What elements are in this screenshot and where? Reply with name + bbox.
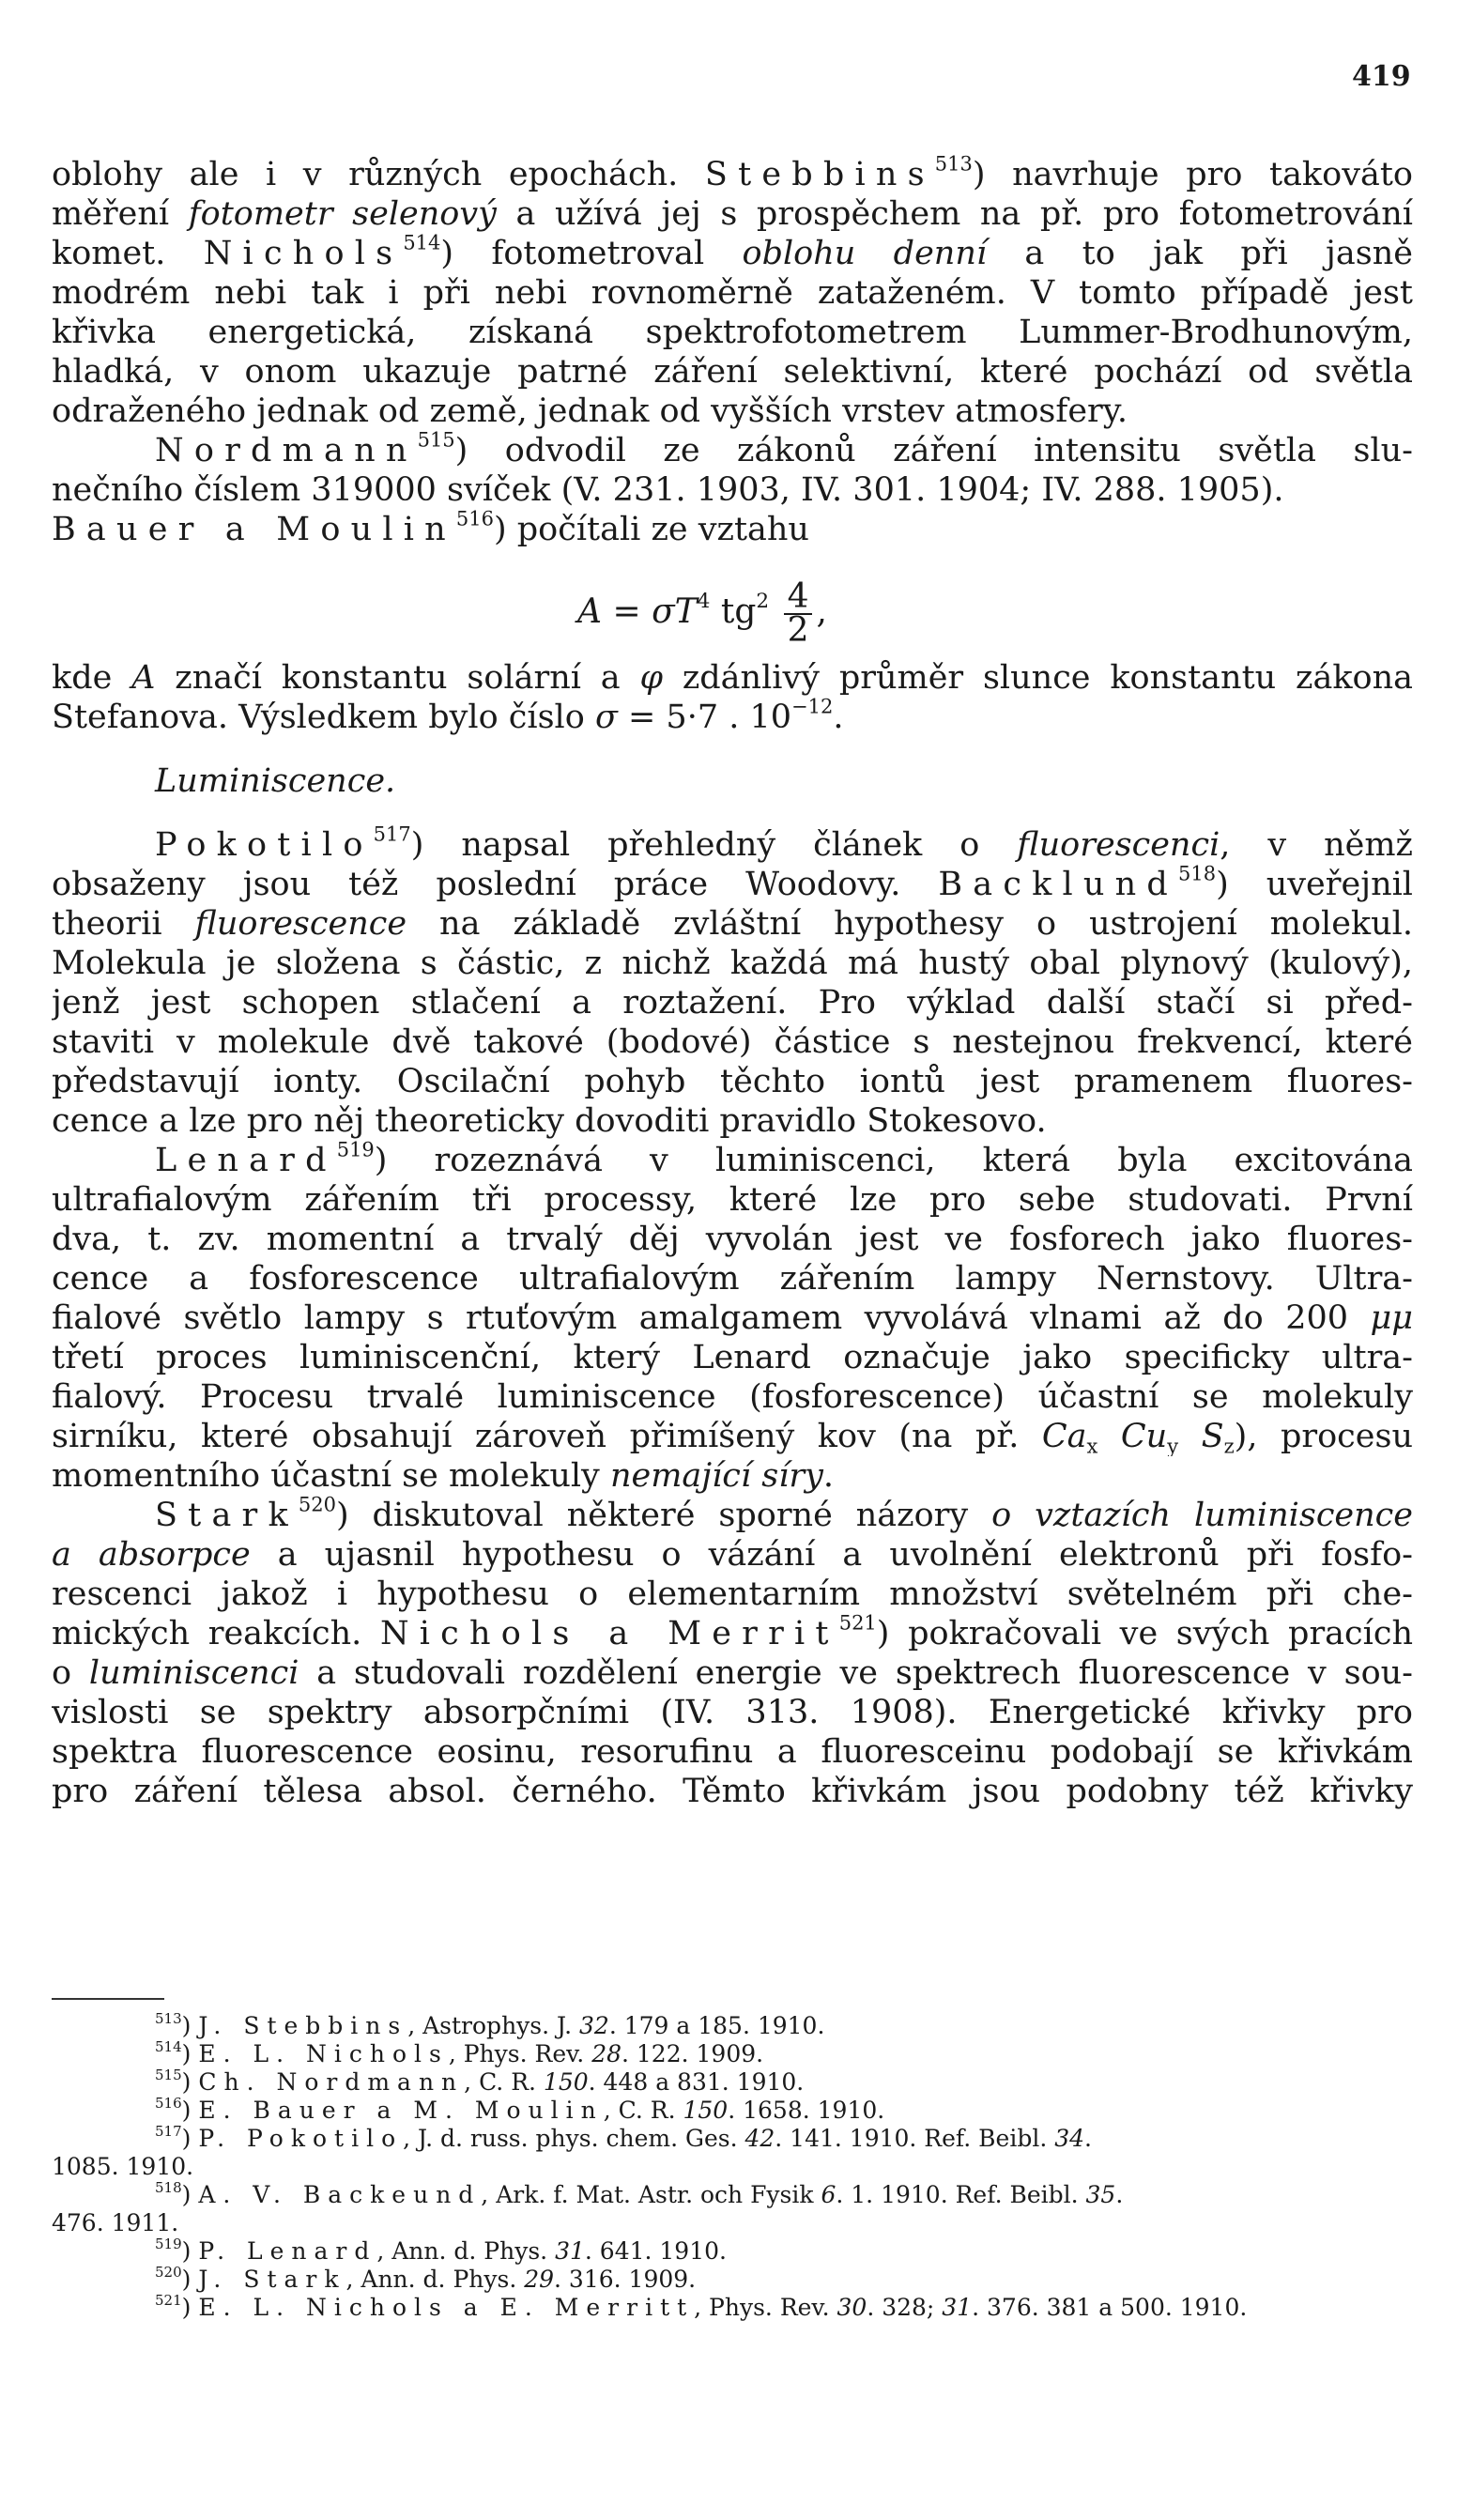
footnote-ref: 515: [417, 431, 455, 452]
fraction: $\frac{4}{2}$: [784, 581, 813, 647]
text-line: Stark$^{520}$) diskutoval některé sporné názory o vztazích luminiscence: [52, 1496, 1413, 1535]
footnote-separator: [52, 1998, 164, 2000]
footnote-ref: 521: [838, 1614, 877, 1635]
text-line: theorii fluorescence na základě zvláštní hypothesy o ustrojení molekul.: [52, 905, 1413, 943]
text-line: cence a lze pro něj theoreticky dovoditi pravidlo Stokesovo.: [52, 1102, 1047, 1140]
text-line: fialový. Procesu trvalé luminiscence (fosforescence) účastní se molekuly: [52, 1378, 1413, 1416]
footnote-ref: 516: [455, 510, 494, 530]
text-line: Molekula je složena s částic, z nichž každá má hustý obal plynový (kulový),: [52, 945, 1413, 982]
footnote-continuation: 476. 1911.: [52, 2209, 179, 2236]
footnote-ref: 513: [934, 155, 973, 176]
footnote-ref: 514: [403, 234, 441, 254]
text-line: Bauer a Moulin$^{516}$) počítali ze vztahu: [52, 510, 1413, 549]
author-name: Stebbins: [704, 156, 935, 193]
footnote-ref: 518: [1178, 865, 1217, 885]
text-line: cence a fosforescence ultrafialovým zářením lampy Nernstovy. Ultra-: [52, 1260, 1413, 1298]
author-name: Nichols: [203, 235, 404, 272]
text-line: ultrafialovým zářením tři processy, které lze pro sebe studovati. První: [52, 1181, 1413, 1219]
text-line: křivka energetická, získaná spektrofotometrem Lummer-Brodhunovým,: [52, 314, 1413, 351]
text-line: momentního účastní se molekuly nemající síry.: [52, 1457, 835, 1495]
text-line: spektra fluorescence eosinu, resorufinu a fluoresceinu podobají se křivkám: [52, 1733, 1413, 1771]
author-name: Stark: [155, 1497, 299, 1534]
text-line: jenž jest schopen stlačení a roztažení. Pro výklad další stačí si před-: [52, 984, 1413, 1022]
footnote-ref: 520: [298, 1496, 336, 1516]
main-text: [52, 155, 1413, 1811]
text-line: hladká, v onom ukazuje patrné záření selektivní, které pochází od světla: [52, 353, 1413, 391]
text-line: sirníku, které obsahují zároveň přimíšený kov (na př. $Ca_x$ Cuy Sz), procesu: [52, 1418, 1413, 1456]
text-line: o luminiscenci a studovali rozdělení energie ve spektrech fluorescence v sou-: [52, 1654, 1413, 1692]
page-number: 419: [1352, 60, 1411, 93]
formula: $A = \sigma T^4$ $tg^2$ $\frac{4}{2}$ ,: [577, 577, 827, 650]
text-line: představují ionty. Oscilační pohyb těchto iontů jest pramenem fluores-: [52, 1063, 1413, 1100]
footnote-continuation: 1085. 1910.: [52, 2153, 194, 2180]
text-line: vislosti se spektry absorpčními (IV. 313. 1908). Energetické křivky pro: [52, 1694, 1413, 1731]
footnotes: [52, 2012, 1413, 2322]
text-line: dva, t. zv. momentní a trvalý děj vyvolán jest ve fosforech jako fluores-: [52, 1221, 1413, 1258]
text-line: Pokotilo$^{517}$) napsal přehledný článek o fluorescenci, v němž: [52, 825, 1413, 865]
footnote: $^{516}$) E. Bauer a M. Moulin, C. R. 150. 1658. 1910.: [155, 2097, 885, 2124]
footnote: $^{517}$) P. Pokotilo, J. d. russ. phys. chem. Ges. 42. 141. 1910. Ref. Beibl. 34.: [155, 2125, 1092, 2152]
text-line: měření fotometr selenový a užívá jej s prospěchem na př. pro fotometrování: [52, 195, 1413, 233]
footnote: $^{515}$) Ch. Nordmann, C. R. 150. 448 a 831. 1910.: [155, 2068, 805, 2096]
text-line: odraženého jednak od země, jednak od vyšších vrstev atmosfery.: [52, 392, 1128, 430]
text-line: mických reakcích. Nichols a Merrit$^{521}$) pokračovali ve svých pracích: [52, 1614, 1413, 1653]
text-line: a absorpce a ujasnil hypothesu o vázání a uvolnění elektronů při fosfo-: [52, 1536, 1413, 1574]
footnote: $^{513}$) J. Stebbins, Astrophys. J. 32. 179 a 185. 1910.: [155, 2012, 825, 2039]
footnote: $^{520}$) J. Stark, Ann. d. Phys. 29. 316. 1909.: [155, 2266, 697, 2293]
author-name: Lenard: [155, 1142, 337, 1179]
footnote-ref: 519: [336, 1141, 375, 1161]
text-line: oblohy ale i v různých epochách. Stebbins$^{513}$) navrhuje pro takováto: [52, 155, 1413, 194]
footnote-ref: 517: [373, 825, 411, 846]
text-line: kde A značí konstantu solární a φ zdánlivý průměr slunce konstantu zákona: [52, 659, 1413, 697]
author-name: Backlund: [938, 866, 1179, 903]
text-line: Lenard$^{519}$) rozeznává v luminiscenci, která byla excitována: [52, 1141, 1413, 1180]
text-line: Stefanova. Výsledkem bylo číslo σ = 5·7 . $10^{-12}$.: [52, 698, 844, 736]
text-line: Nordmann$^{515}$) odvodil ze zákonů záření intensitu světla slu-: [52, 431, 1413, 470]
author-name: Nordmann: [155, 432, 418, 469]
text-line: třetí proces luminiscenční, který Lenard označuje jako specificky ultra-: [52, 1339, 1413, 1376]
footnote: $^{514}$) E. L. Nichols, Phys. Rev. 28. 122. 1909.: [155, 2040, 764, 2067]
text-line: pro záření tělesa absol. černého. Těmto křivkám jsou podobny též křivky: [52, 1773, 1413, 1810]
text-line: fialové světlo lampy s rtuťovým amalgamem vyvolává vlnami až do 200 μμ: [52, 1299, 1413, 1337]
footnote: $^{519}$) P. Lenard, Ann. d. Phys. 31. 641. 1910.: [155, 2237, 727, 2265]
section-heading: Luminiscence.: [155, 762, 396, 800]
footnote: $^{521}$) E. L. Nichols a E. Merritt, Phys. Rev. 30. 328; 31. 376. 381 a 500. 1910.: [155, 2294, 1248, 2321]
footnote: $^{518}$) A. V. Backeund, Ark. f. Mat. Astr. och Fysik 6. 1. 1910. Ref. Beibl. 35.: [155, 2181, 1124, 2208]
text-line: komet. Nichols$^{514}$) fotometroval oblohu denní a to jak při jasně: [52, 234, 1413, 273]
text-line: staviti v molekule dvě takové (bodové) částice s nestejnou frekvencí, které: [52, 1023, 1413, 1061]
text-line: rescenci jakož i hypothesu o elementarním množství světelném při che-: [52, 1575, 1413, 1613]
text-line: nečního číslem 319000 svíček (V. 231. 1903, IV. 301. 1904; IV. 288. 1905).: [52, 471, 1284, 509]
author-name: Pokotilo: [155, 826, 374, 864]
text-line: modrém nebi tak i při nebi rovnoměrně zataženém. V tomto případě jest: [52, 274, 1413, 312]
text-line: obsaženy jsou též poslední práce Woodovy. Backlund$^{518}$) uveřejnil: [52, 865, 1413, 904]
author-name: Nichols a Merrit: [379, 1615, 839, 1652]
author-name: Bauer a Moulin: [52, 511, 456, 548]
